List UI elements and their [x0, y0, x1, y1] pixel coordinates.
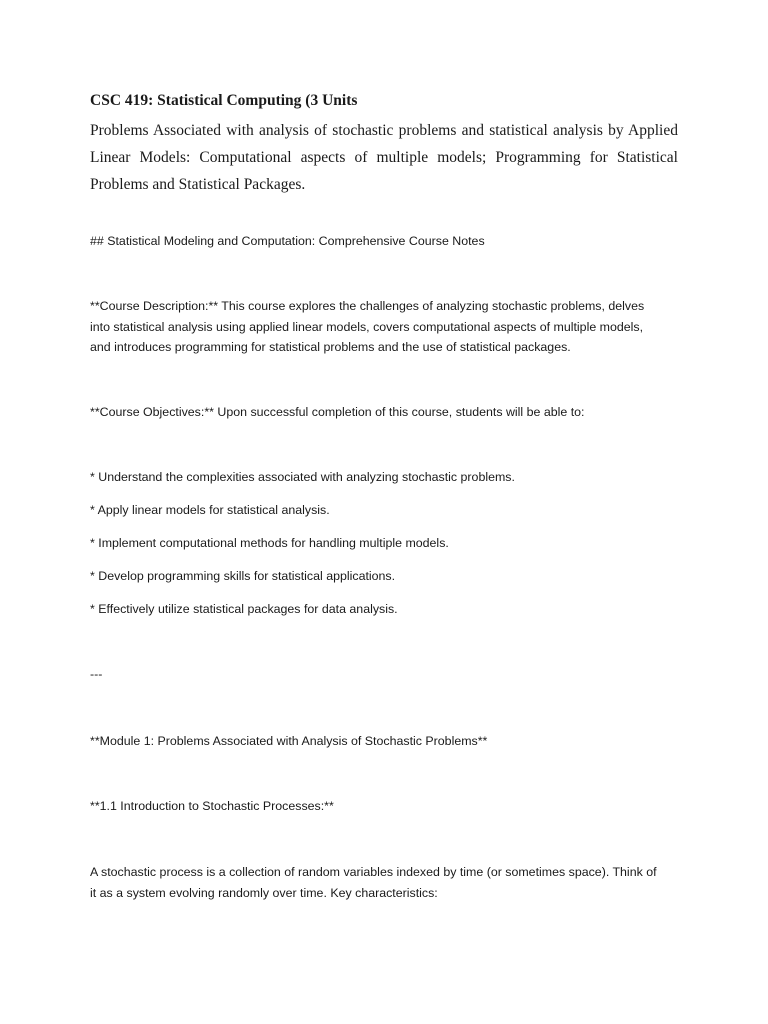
module-heading: **Module 1: Problems Associated with Analysis of Stochastic Problems** — [90, 734, 488, 748]
section-separator: --- — [90, 667, 103, 681]
section-heading: **1.1 Introduction to Stochastic Processes:** — [90, 799, 334, 813]
objective-item: * Implement computational methods for handling multiple models. — [90, 536, 449, 550]
course-title: CSC 419: Statistical Computing (3 Units — [90, 92, 358, 109]
objective-item: * Understand the complexities associated with analyzing stochastic problems. — [90, 470, 515, 484]
objective-item: * Develop programming skills for statistical applications. — [90, 569, 396, 583]
description-line-2: into statistical analysis using applied linear models, covers computational aspects of multiple models, — [90, 319, 644, 334]
paragraph-line-1: A stochastic process is a collection of random variables indexed by time (or sometimes space). Think of — [90, 865, 657, 879]
course-summary: Problems Associated with analysis of stochastic problems and statistical analysis by Applied Linear Models: Computational aspects of multiple models; Programming for Statistical Problems and Statistical Packages. — [90, 122, 678, 193]
objective-item: * Apply linear models for statistical analysis. — [90, 503, 330, 517]
objectives-intro: **Course Objectives:** Upon successful completion of this course, students will be able to: — [90, 405, 585, 419]
description-line-1: **Course Description:** This course explores the challenges of analyzing stochastic problems, delves — [90, 299, 645, 313]
document-page — [90, 0, 678, 1024]
notes-heading: ## Statistical Modeling and Computation: Comprehensive Course Notes — [90, 234, 485, 248]
objective-item: * Effectively utilize statistical packages for data analysis. — [90, 602, 398, 616]
description-line-3: and introduces programming for statistical problems and the use of statistical packages. — [90, 340, 571, 354]
paragraph-line-2: it as a system evolving randomly over time. Key characteristics: — [90, 885, 438, 900]
